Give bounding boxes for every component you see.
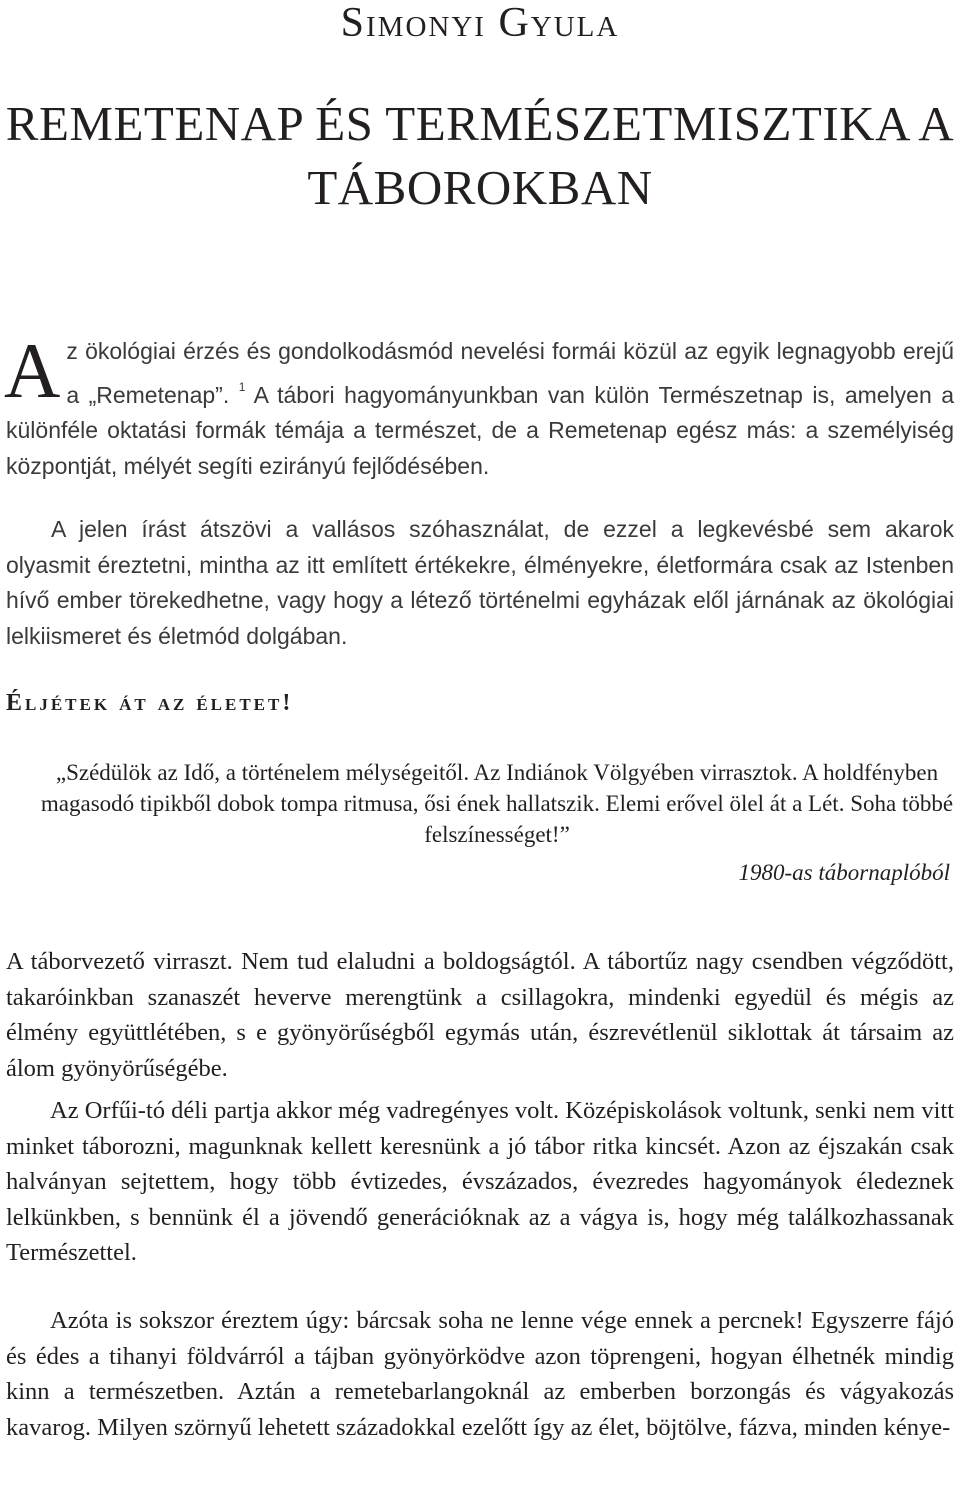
author-name: Simonyi Gyula: [340, 0, 620, 46]
article-title-line-1: REMETENAP ÉS TERMÉSZETMISZTIKA A: [5, 96, 955, 151]
body-paragraph-2: Az Orfűi-tó déli partja akkor még vadregényes volt. Középiskolások voltunk, senki nem vitt minket táborozni, magunknak kellett keresnünk a jó tábor ritka kincsét. Azon az éjszakán csak halványan sejtettem, hogy több évtizedes, évszázados, évezredes hagyományok éledeznek lelkünkben, s bennünk él a jövendő generációknak az a vágya is, hogy még találkozhassanak Természettel.: [6, 1097, 954, 1266]
intro-text-part-1: z ökológiai érzés és gondolkodásmód nevelési formái közül az egyik legnagyobb erejű a „Remetenap”.: [66, 338, 954, 408]
body-paragraph-3: Azóta is sokszor éreztem úgy: bárcsak soha ne lenne vége ennek a percnek! Egyszerre fájó és édes a tihanyi földvárról a tájban gyönyörködve azon töprengeni, hogyan élhetnék mindig kinn a természetben. Aztán a remetebarlangoknál az emberben borzongás és vágyakozás kavarog. Milyen szörnyű lehetett századokkal ezelőtt így az élet, böjtölve, fázva, minden kénye-: [6, 1307, 954, 1441]
intro-paragraph: [4, 327, 955, 484]
epigraph-source: 1980-as tábornaplóból: [738, 860, 950, 885]
intro-text-part-2: A tábori hagyományunkban van külön Természetnap is, amelyen a különféle oktatási formák témája a természet, de a Remetenap egész más: a személyiség központját, mélyét segíti ezirányú fejlődésében.: [6, 381, 955, 479]
drop-cap-letter: A: [4, 327, 61, 414]
article-title: [0, 92, 960, 220]
footnote-reference: 1: [238, 379, 246, 394]
body-paragraph-1: A táborvezető virraszt. Nem tud elaludni a boldogságtól. A tábortűz nagy csendben végződött, takaróinkban szanaszét heverve merengtünk a csillagokra, mindenki egyedül és mégis az élmény együttlétében, s e gyönyörűségből egymás után, észrevétlenül siklottak át társaim az álom gyönyörűségébe.: [6, 948, 954, 1082]
intro-paragraph-2: A jelen írást átszövi a vallásos szóhasználat, de ezzel a legkevésbé sem akarok olyasmit éreztetni, mintha az itt említett értékekre, élményekre, életformára csak az Istenben hívő ember törekedhetne, vagy hogy a létező történelmi egyházak elől járnának az ökológiai lelkiismeret és életmód dolgában.: [6, 516, 954, 649]
article-title-line-2: TÁBOROKBAN: [307, 160, 653, 215]
section-heading: Éljétek át az életet!: [6, 690, 294, 716]
epigraph-quote: „Szédülök az Idő, a történelem mélységeitől. Az Indiánok Völgyében virrasztok. A holdfényben magasodó tipikből dobok tompa ritmusa, ősi ének hallatszik. Elemi erővel ölel át a Lét. Soha többé felszínességet!”: [40, 760, 954, 847]
